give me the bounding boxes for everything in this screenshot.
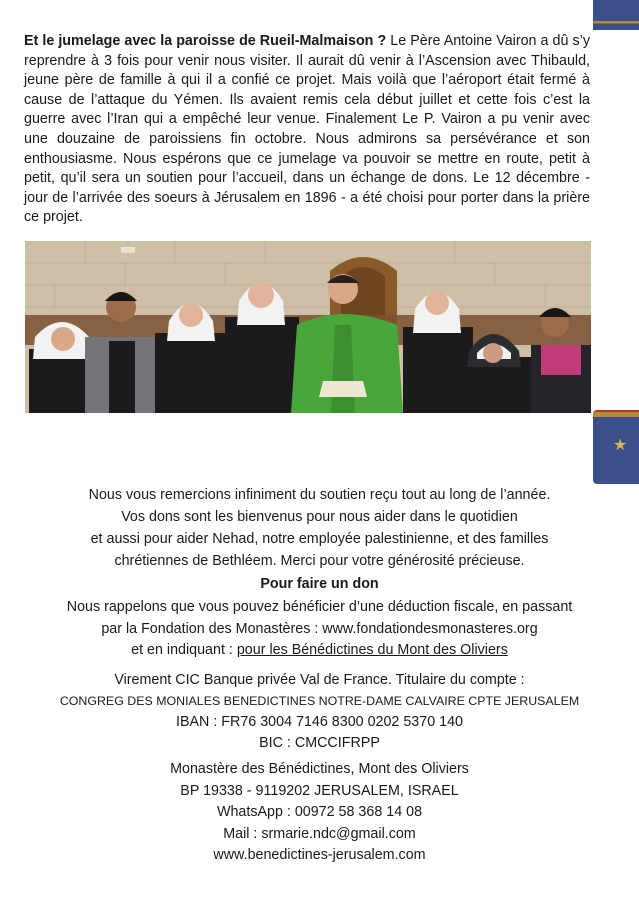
donation-reference-underlined: pour les Bénédictines du Mont des Oliviers bbox=[236, 642, 508, 658]
donation-heading: Pour faire un don bbox=[260, 576, 379, 592]
thanks-line-2: Vos dons sont les bienvenus pour nous aider dans le quotidien bbox=[121, 509, 518, 525]
decorative-edge-middle bbox=[593, 410, 639, 484]
address-whatsapp: WhatsApp : 00972 58 368 14 08 bbox=[216, 804, 423, 820]
intro-lead: Et le jumelage avec la paroisse de Rueil-Malmaison ? bbox=[24, 33, 387, 49]
bic: BIC : CMCCIFRPP bbox=[259, 735, 380, 751]
thanks-message bbox=[0, 484, 639, 572]
contact-address bbox=[0, 759, 639, 867]
intro-body: Le Père Antoine Vairon a dû s’y reprendre à 3 fois pour venir nous visiter. Il aurait dû venir à l’Ascension avec Thibauld, jeune père de famille à qui il a confié ce projet. Mais voilà que l’aéroport était fermé à cause de l’attaque du Yémen. Ils avaient remis cela début juillet et cette fois c’est la guerre avec l’Iran qui a empêché leur venue. Finalement Le P. Vairon a pu venir avec une douzaine de paroissiens fin octobre. Nous admirons sa persévérance et son enthousiasme. Nous espérons que ce jumelage va pouvoir se mettre en route, petit à petit, qu’il sera un soutien pour l’accueil, dans un échange de dons. Le 12 décembre - jour de l’arrivée des soeurs à Jérusalem en 1896 - a été choisi pour porter dans la prière ce projet. bbox=[24, 33, 590, 226]
address-mail[interactable]: Mail : srmarie.ndc@gmail.com bbox=[223, 825, 416, 842]
bank-line: Virement CIC Banque privée Val de France. Titulaire du compte : bbox=[114, 672, 525, 688]
address-postbox: BP 19338 - 9119202 JERUSALEM, ISRAEL bbox=[180, 782, 459, 799]
thanks-line-1: Nous vous remercions infiniment du soutien reçu tout au long de l’année. bbox=[88, 487, 551, 503]
group-photo bbox=[25, 241, 591, 413]
donation-instructions bbox=[0, 597, 639, 662]
address-monastery: Monastère des Bénédictines, Mont des Oliviers bbox=[170, 761, 469, 777]
intro-paragraph bbox=[24, 32, 590, 228]
address-website[interactable]: www.benedictines-jerusalem.com bbox=[213, 847, 426, 863]
decorative-band bbox=[593, 412, 639, 417]
star-icon: ★ bbox=[613, 437, 628, 454]
decorative-edge-top bbox=[593, 0, 639, 30]
deduction-line-3 bbox=[0, 640, 639, 662]
deduction-line-2[interactable]: par la Fondation des Monastères : www.fondationdesmonasteres.org bbox=[101, 620, 538, 637]
thanks-line-3: et aussi pour aider Nehad, notre employée palestinienne, et des familles bbox=[90, 531, 549, 547]
deduction-prefix: et en indiquant : bbox=[131, 642, 233, 658]
account-holder: CONGREG DES MONIALES BENEDICTINES NOTRE-DAME CALVAIRE CPTE JERUSALEM bbox=[59, 694, 580, 708]
bank-details bbox=[0, 670, 639, 754]
deduction-line-1: Nous rappelons que vous pouvez bénéficier d’une déduction fiscale, en passant bbox=[66, 599, 573, 615]
iban: IBAN : FR76 3004 7146 8300 0202 5370 140 bbox=[176, 714, 463, 730]
thanks-line-4: chrétiennes de Bethléem. Merci pour votre générosité précieuse. bbox=[114, 553, 525, 569]
